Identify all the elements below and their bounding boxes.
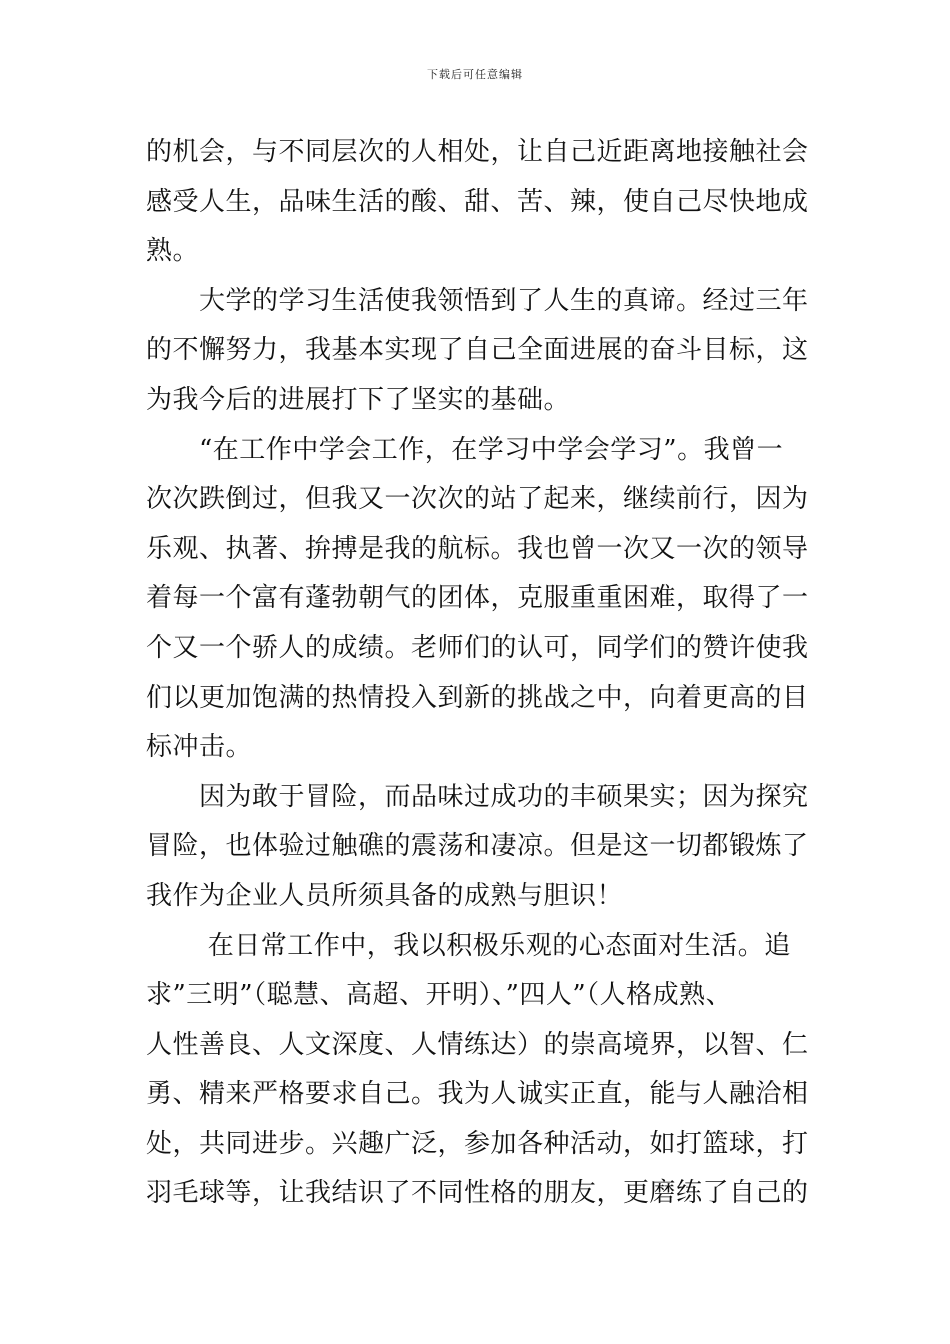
text-line-10: 着每一个富有蓬勃朝气的团体，克服重重困难，取得了一 <box>146 583 809 614</box>
text-line-4: 大学的学习生活使我领悟到了人生的真谛。经过三年 <box>146 285 809 316</box>
text-line-8: 次次跌倒过，但我又一次次的站了起来，继续前行，因为 <box>146 484 809 515</box>
text-line-7: “在工作中学会工作，在学习中学会学习”。我曾一 <box>146 434 784 465</box>
text-line-21: 处，共同进步。兴趣广泛，参加各种活动，如打篮球，打 <box>146 1128 809 1159</box>
page-header: 下载后可任意编辑 <box>427 68 523 81</box>
text-line-16: 我作为企业人员所须具备的成熟与胆识！ <box>146 880 624 911</box>
text-line-14: 因为敢于冒险，而品味过成功的丰硕果实；因为探究 <box>146 781 809 812</box>
text-line-1: 的机会，与不同层次的人相处，让自己近距离地接触社会 <box>146 137 809 167</box>
text-line-18: 求”三明”（聪慧、高超、开明）、”四人”（人格成熟、 <box>146 980 733 1011</box>
text-line-3: 熟。 <box>146 236 200 267</box>
text-line-6: 为我今后的进展打下了坚实的基础。 <box>146 384 571 415</box>
text-line-13: 标冲击。 <box>146 732 253 763</box>
text-line-2: 感受人生，品味生活的酸、甜、苦、辣，使自己尽快地成 <box>146 186 809 217</box>
text-line-22: 羽毛球等，让我结识了不同性格的朋友，更磨练了自己的 <box>146 1178 809 1209</box>
text-line-11: 个又一个骄人的成绩。老师们的认可，同学们的赞许使我 <box>146 632 809 663</box>
text-line-17: 在日常工作中，我以积极乐观的心态面对生活。追 <box>146 930 791 961</box>
text-line-20: 勇、精来严格要求自己。我为人诚实正直，能与人融洽相 <box>146 1079 809 1110</box>
body-text <box>146 128 846 1219</box>
text-line-19: 人性善良、人文深度、人情练达）的崇高境界，以智、仁 <box>146 1029 809 1060</box>
text-line-9: 乐观、执著、拚搏是我的航标。我也曾一次又一次的领导 <box>146 533 809 564</box>
text-line-15: 冒险，也体验过触礁的震荡和凄凉。但是这一切都锻炼了 <box>146 831 809 862</box>
text-line-12: 们以更加饱满的热情投入到新的挑战之中，向着更高的目 <box>146 682 809 713</box>
text-line-5: 的不懈努力，我基本实现了自己全面进展的奋斗目标，这 <box>146 335 809 366</box>
